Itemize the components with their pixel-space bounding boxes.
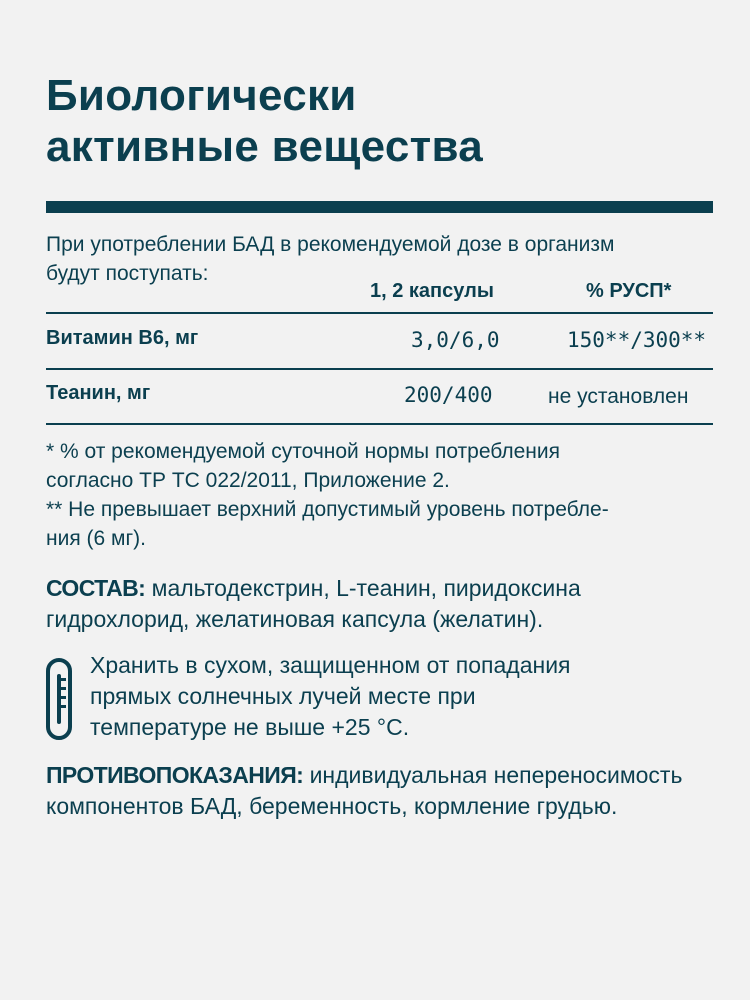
contraindications-text: индивидуальная непереносимость (303, 762, 683, 788)
table-cell-dose: 3,0/6,0 (411, 328, 500, 352)
table-row-label: Теанин, мг (46, 382, 151, 404)
storage-conditions (90, 650, 730, 743)
contraindications (46, 760, 736, 822)
title-divider (46, 201, 713, 213)
composition-text: гидрохлорид, желатиновая капсула (желатин). (46, 606, 544, 632)
storage-line: температуре не выше +25 °С. (90, 714, 410, 740)
footnote-line: * % от рекомендуемой суточной нормы потребления (46, 440, 560, 463)
contraindications-text: компонентов БАД, беременность, кормление грудью. (46, 793, 618, 819)
title-line-2: активные вещества (46, 122, 484, 171)
title-line-1: Биологически (46, 71, 357, 120)
table-divider (46, 312, 713, 314)
storage-line: прямых солнечных лучей месте при (90, 683, 476, 709)
contraindications-label: ПРОТИВОПОКАЗАНИЯ: (46, 762, 304, 788)
table-cell-rusp: 150**/300** (567, 328, 707, 352)
table-row-label: Витамин В6, мг (46, 327, 199, 349)
footnote-line: согласно ТР ТС 022/2011, Приложение 2. (46, 469, 450, 492)
intro-line-2: будут поступать: (46, 262, 209, 285)
column-header-dose: 1, 2 капсулы (370, 280, 494, 302)
footnote-limit (46, 495, 726, 553)
intro-line-1: При употреблении БАД в рекомендуемой дозе в организм (46, 233, 615, 256)
composition-text: мальтодекстрин, L-теанин, пиридоксина (145, 575, 581, 601)
composition (46, 573, 736, 635)
table-cell-rusp: не установлен (548, 385, 689, 408)
column-header-rusp: % РУСП* (586, 280, 672, 302)
page-title (46, 70, 726, 172)
composition-label: СОСТАВ: (46, 575, 146, 601)
storage-line: Хранить в сухом, защищенном от попадания (90, 652, 571, 678)
footnote-rusp (46, 437, 726, 495)
table-cell-dose: 200/400 (404, 383, 493, 407)
table-divider (46, 423, 713, 425)
footnote-line: ния (6 мг). (46, 527, 146, 550)
footnote-line: ** Не превышает верхний допустимый уровень потребле- (46, 498, 609, 521)
thermometer-icon (46, 658, 72, 740)
table-divider (46, 368, 713, 370)
